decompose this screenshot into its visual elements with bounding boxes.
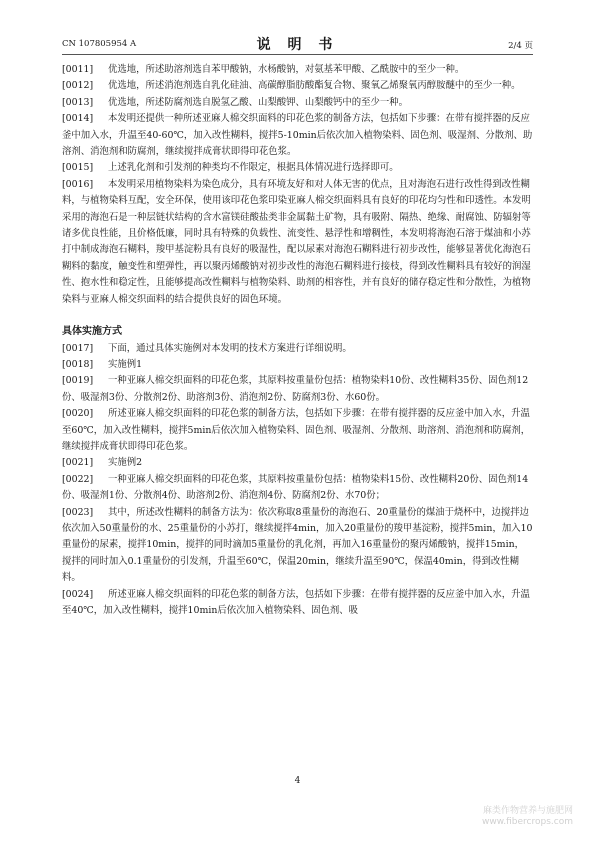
paragraph bbox=[62, 357, 533, 373]
document-body bbox=[62, 62, 533, 619]
paragraph-number: [0017] bbox=[62, 342, 94, 354]
paragraph bbox=[62, 160, 533, 176]
paragraph-text: 所述亚麻人棉交织面料的印花色浆的制备方法，包括如下步骤：在带有搅拌器的反应釜中加入水，升温至60℃，加入改性糊料，搅拌5min后依次加入植物染料、固色剂、吸湿剂、分散剂、助溶剂、消泡剂和防腐剂，继续搅拌成膏状即得印花色浆。 bbox=[62, 408, 531, 452]
document-title: 说 明 书 bbox=[256, 37, 339, 53]
paragraph-number: [0023] bbox=[62, 506, 94, 518]
paragraph bbox=[62, 373, 533, 406]
paragraph bbox=[62, 341, 533, 357]
watermark-site-name: 麻类作物营养与施肥网 bbox=[482, 806, 573, 816]
paragraph-text: 实施例2 bbox=[108, 457, 143, 469]
paragraph-number: [0016] bbox=[62, 178, 94, 190]
paragraph-text: 优选地，所述助溶剂选自苯甲酸钠，水杨酸钠，对氨基苯甲酸、乙酰胺中的至少一种。 bbox=[108, 64, 465, 75]
paragraph bbox=[62, 406, 533, 455]
paragraph-text: 其中，所述改性糊料的制备方法为：依次称取8重量份的海泡石、20重量份的煤油于烧杯中，边搅拌边依次加入50重量份的水、25重量份的小苏打，继续搅拌4min，加入20重量份的羧甲基淀粉，搅拌5min，加入10重量份的尿素，搅拌10min，搅拌的同时滴加5重量份的乳化剂，再加入16重量份的聚丙烯酸钠，搅拌15min，搅拌的同时加入0.1重量份的引发剂，升温至60℃，保温20min，继续升温至90℃，保温40min，得到改性糊料。 bbox=[62, 506, 533, 584]
paragraph-text: 本发明还提供一种所述亚麻人棉交织面料的印花色浆的制备方法，包括如下步骤：在带有搅拌器的反应釜中加入水，升温至40-60℃，加入改性糊料，搅拌5-10min后依次加入植物染料、固色剂、吸湿剂、分散剂、助溶剂、消泡剂和防腐剂，继续搅拌成膏状即得印花色浆。 bbox=[62, 113, 533, 158]
paragraph-number: [0011] bbox=[62, 64, 94, 75]
paragraph-number: [0012] bbox=[62, 80, 94, 92]
paragraph-text: 下面，通过具体实施例对本发明的技术方案进行详细说明。 bbox=[108, 342, 352, 354]
paragraph-number: [0014] bbox=[62, 113, 94, 125]
paragraph bbox=[62, 62, 533, 78]
paragraph-text: 上述乳化剂和引发剂的种类均不作限定，根据具体情况进行选择即可。 bbox=[108, 162, 399, 174]
paragraph-text: 一种亚麻人棉交织面料的印花色浆，其原料按重量份包括：植物染料10份、改性糊料35份、固色剂12份、吸湿剂3份、分散剂2份、助溶剂3份、消泡剂2份、防腐剂3份、水60份。 bbox=[62, 375, 529, 403]
paragraph bbox=[62, 78, 533, 94]
paragraph-number: [0022] bbox=[62, 473, 94, 485]
paragraph-text: 优选地，所述防腐剂选自脱氢乙酸、山梨酸钾、山梨酸钙中的至少一种。 bbox=[108, 96, 409, 108]
paragraph-number: [0015] bbox=[62, 162, 94, 174]
paragraph-text: 所述亚麻人棉交织面料的印花色浆的制备方法，包括如下步骤：在带有搅拌器的反应釜中加入水，升温至40℃，加入改性糊料，搅拌10min后依次加入植物染料、固色剂、吸 bbox=[62, 588, 530, 616]
paragraph bbox=[62, 95, 533, 111]
paragraph bbox=[62, 472, 533, 505]
paragraph bbox=[62, 455, 533, 471]
paragraph-number: [0020] bbox=[62, 408, 94, 420]
paragraph bbox=[62, 505, 533, 587]
site-watermark bbox=[482, 806, 573, 828]
publication-number: CN 107805954 A bbox=[62, 39, 137, 49]
watermark-url: www.fibercrops.com bbox=[482, 817, 573, 827]
paragraph-number: [0024] bbox=[62, 588, 94, 600]
paragraph bbox=[62, 587, 533, 620]
paragraph-text: 本发明采用植物染料为染色成分，具有环境友好和对人体无害的优点，且对海泡石进行改性得到改性糊料，与植物染料互配，安全环保，使用该印花色浆印染亚麻人棉交织面料具有良好的印花均匀性和印透性。本发明采用的海泡石是一种层链状结构的含水富镁硅酸盐类非金属黏土矿物，具有吸附、隔热、绝缘、耐腐蚀、防辐射等诸多优良性能，且价格低廉，同时具有特殊的负载性、流变性、悬浮性和增稠性，本发明将海泡石溶于煤油和小苏打中制成海泡石糊料，羧甲基淀粉具有良好的吸湿性，配以尿素对海泡石糊料进行初步改性，能够显著优化海泡石糊料的黏度，触变性和塑弹性，再以聚丙烯酸钠对初步改性的海泡石糊料进行接枝，得到改性糊料具有较好的润湿性、抱水性和稳定性，且能够提高改性糊料与植物染料、助剂的相容性，并有良好的储存稳定性和分散性，为植物染料与亚麻人棉交织面料的结合提供良好的固色环境。 bbox=[62, 178, 531, 305]
paragraph-text: 一种亚麻人棉交织面料的印花色浆，其原料按重量份包括：植物染料15份、改性糊料20份、固色剂14份、吸湿剂1份、分散剂4份、助溶剂2份、消泡剂4份、防腐剂2份、水70份； bbox=[62, 473, 529, 502]
paragraph-text: 优选地，所述消泡剂选自乳化硅油、高碳醇脂肪酸酯复合物、聚氧乙烯聚氧丙醇胺醚中的至少一种。 bbox=[108, 80, 521, 92]
paragraph-text: 实施例1 bbox=[108, 358, 143, 370]
page-number: 4 bbox=[294, 776, 301, 786]
paragraph bbox=[62, 177, 533, 308]
section-heading: 具体实施方式 bbox=[62, 326, 122, 338]
paragraph bbox=[62, 111, 533, 160]
paragraph-number: [0013] bbox=[62, 96, 94, 108]
paragraph-number: [0019] bbox=[62, 375, 94, 387]
paragraph-number: [0021] bbox=[62, 457, 94, 469]
page-header bbox=[62, 36, 533, 55]
paragraph-number: [0018] bbox=[62, 358, 94, 370]
page-indicator: 2/4 页 bbox=[508, 41, 533, 51]
